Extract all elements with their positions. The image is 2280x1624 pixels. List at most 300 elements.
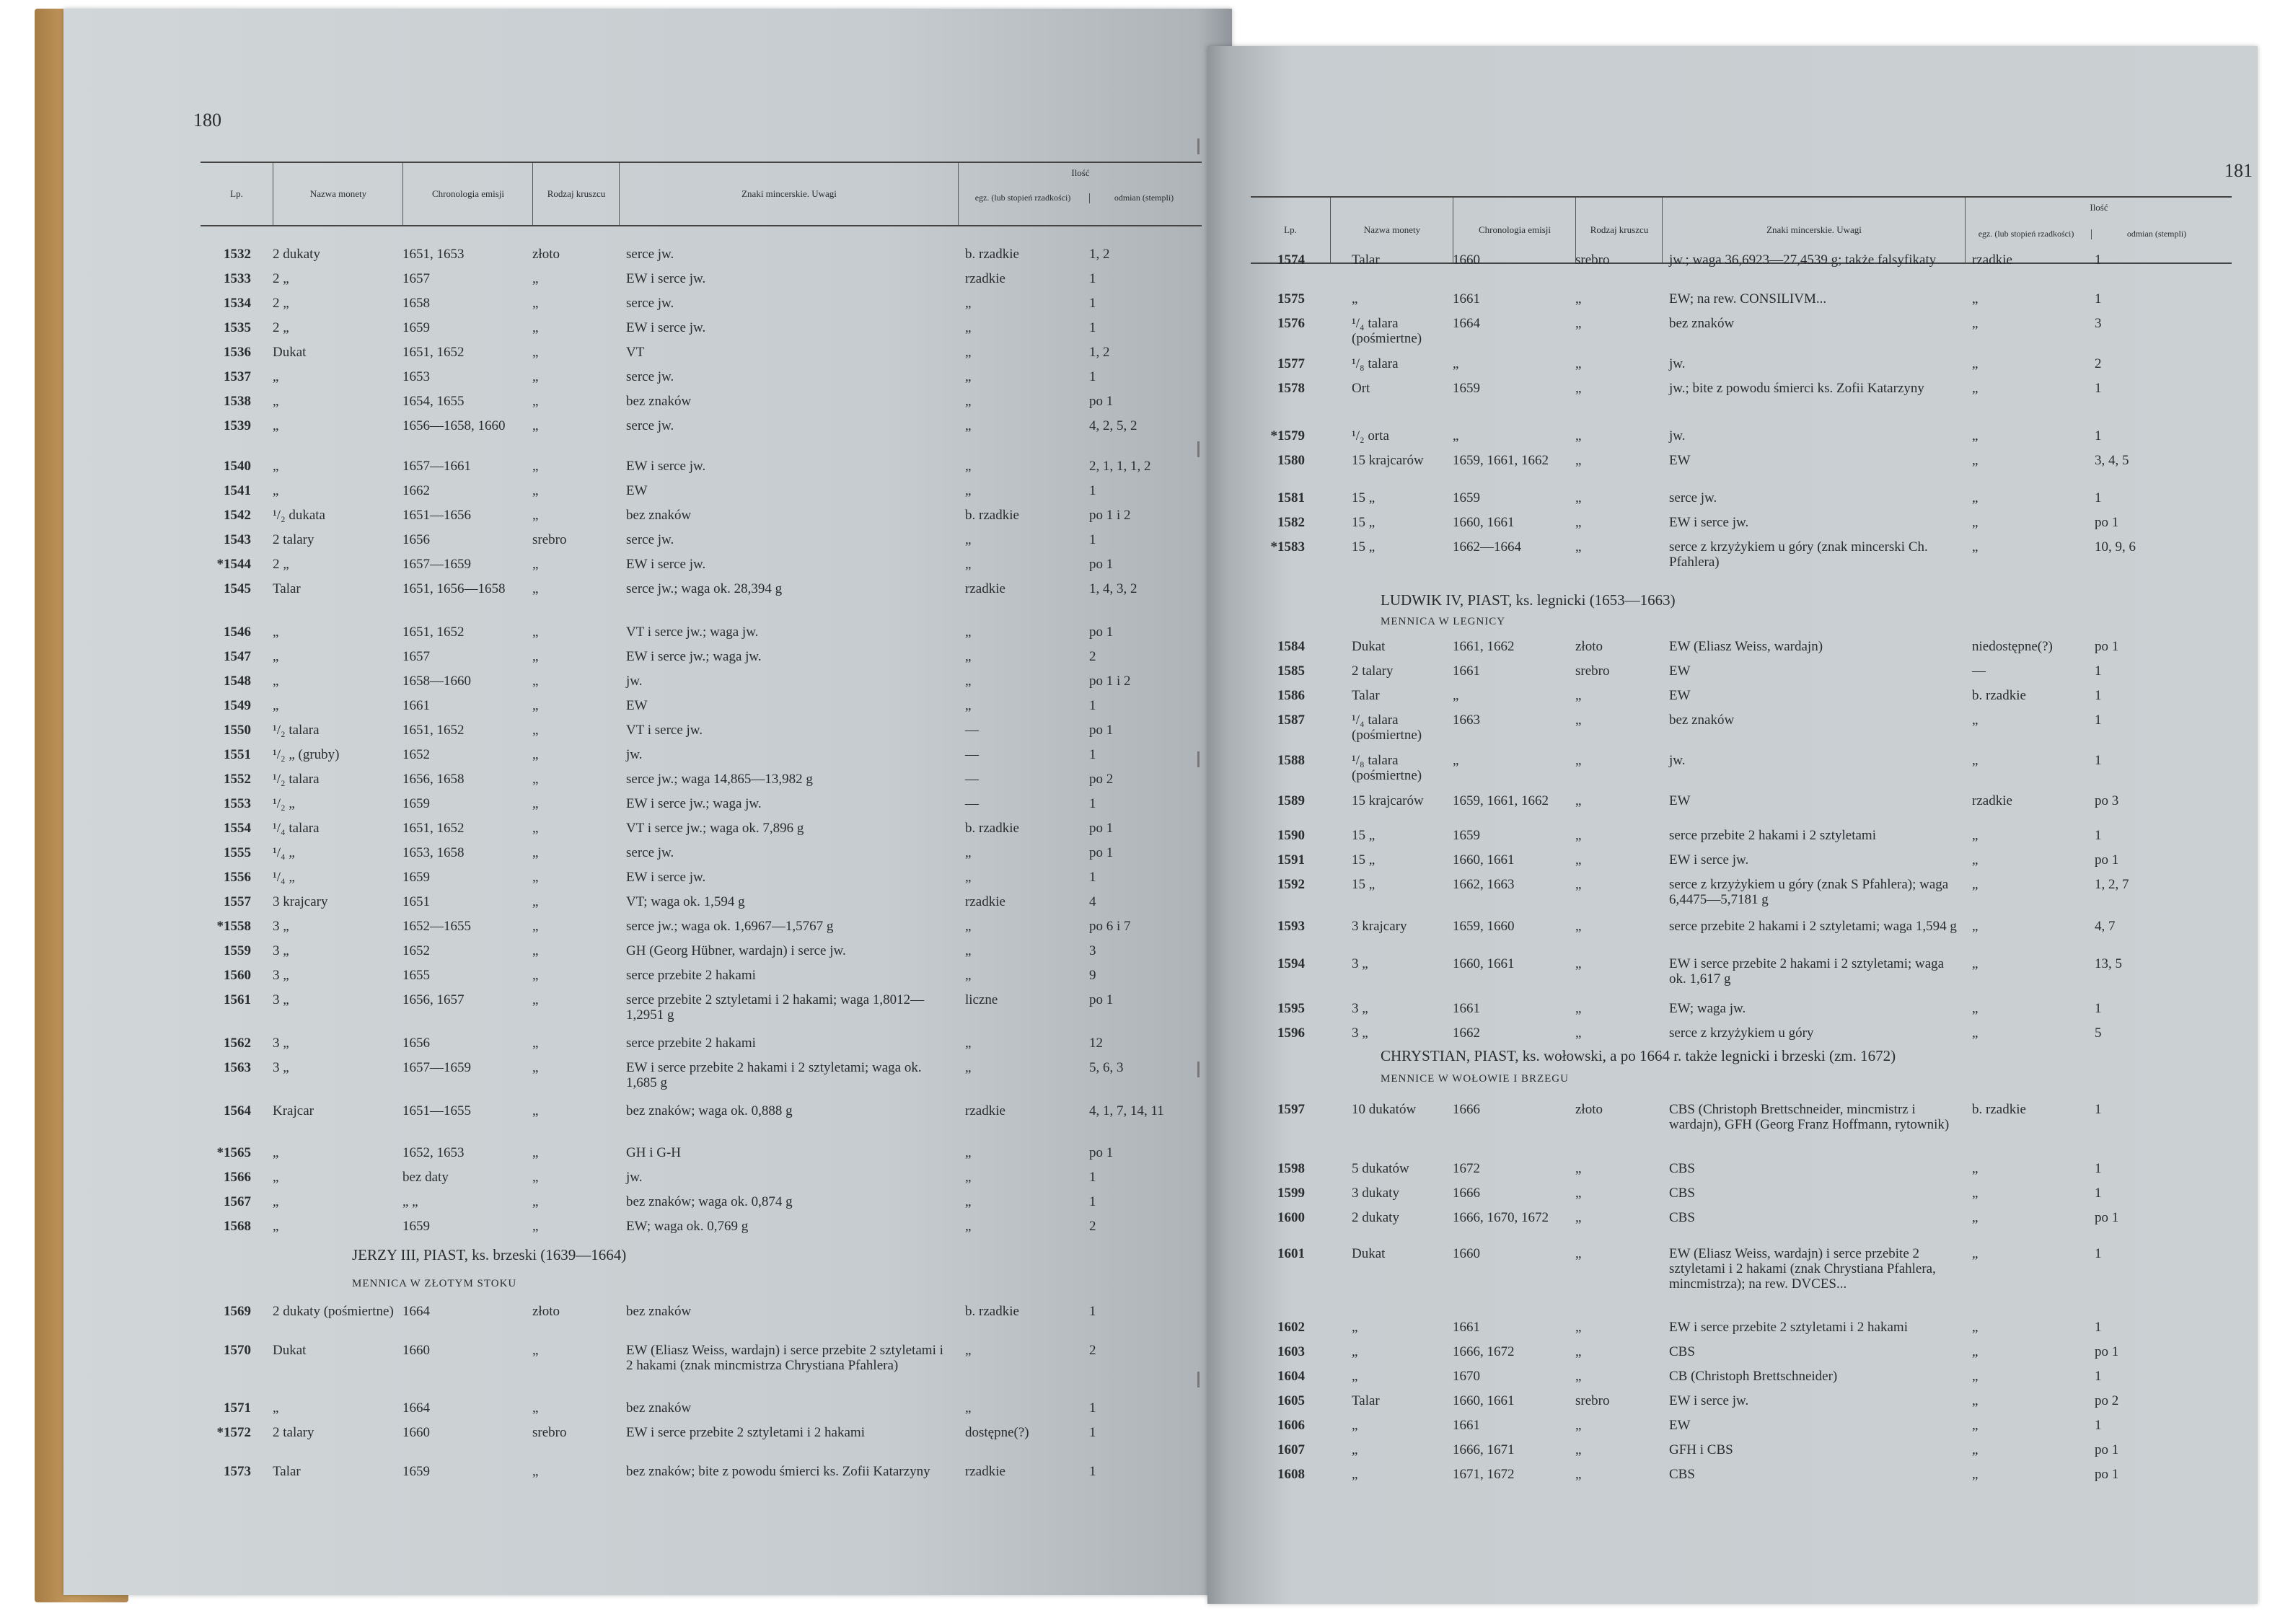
cell-lp: 1547	[224, 649, 251, 664]
cell-znaki: EW	[1669, 688, 1691, 703]
right-table-body	[1251, 46, 2232, 1604]
cell-odm: 9	[1089, 968, 1096, 983]
cell-nazwa: 3 „	[273, 968, 289, 983]
cell-lp: 1598	[1277, 1161, 1305, 1176]
cell-egz: „	[965, 557, 972, 572]
header-egz: egz. (lub stopień rzadkości)	[974, 193, 1071, 203]
cell-znaki: bez znaków; bite z powodu śmierci ks. Zofii Katarzyny	[626, 1464, 930, 1479]
cell-chron: 1664	[402, 1400, 430, 1416]
cell-egz: „	[965, 483, 972, 498]
cell-lp: 1566	[224, 1170, 251, 1185]
cell-nazwa: ¹/₂ talara	[273, 772, 320, 787]
cell-egz: „	[965, 968, 972, 983]
cell-rodzaj: „	[1575, 877, 1582, 892]
cell-chron: 1659	[1453, 381, 1480, 396]
cell-lp: 1556	[224, 870, 251, 885]
cell-rodzaj: złoto	[1575, 1102, 1603, 1117]
cell-chron: 1664	[402, 1304, 430, 1319]
header-odmian: odmian (stempli)	[2091, 229, 2222, 239]
cell-egz: „	[1972, 1320, 1979, 1335]
cell-lp: *1572	[216, 1425, 251, 1440]
cell-znaki: EW i serce przebite 2 hakami i 2 sztyletami; waga ok. 1,617 g	[1669, 956, 1945, 987]
cell-egz: „	[965, 870, 972, 885]
cell-nazwa: Talar	[273, 1464, 301, 1479]
cell-odm: 1	[1089, 870, 1096, 885]
cell-nazwa: „	[273, 625, 279, 640]
header-ilosc: Ilość	[1965, 198, 2232, 262]
cell-chron: 1666, 1672	[1453, 1344, 1515, 1359]
cell-egz: „	[965, 296, 972, 311]
cell-lp: 1532	[224, 247, 251, 262]
section-title: CHRYSTIAN, PIAST, ks. wołowski, a po 1664 r. także legnicki i brzeski (zm. 1672)	[1381, 1047, 1896, 1064]
cell-nazwa: Dukat	[273, 345, 307, 360]
cell-odm: 1	[2095, 252, 2102, 268]
cell-egz: rzadkie	[965, 581, 1005, 596]
cell-rodzaj: „	[532, 508, 539, 523]
cell-odm: 1	[1089, 1400, 1096, 1416]
cell-rodzaj: „	[1575, 753, 1582, 768]
cell-znaki: EW (Eliasz Weiss, wardajn)	[1669, 639, 1823, 654]
cell-znaki: EW i serce jw.	[626, 459, 706, 474]
cell-chron: „	[1453, 356, 1459, 371]
cell-znaki: serce przebite 2 hakami	[626, 968, 756, 983]
cell-nazwa: ¹/₄ talara (pośmiertne)	[1352, 316, 1422, 346]
cell-nazwa: 2 dukaty (pośmiertne)	[273, 1304, 394, 1319]
cell-znaki: serce z krzyżykiem u góry	[1669, 1025, 1814, 1041]
cell-nazwa: 3 krajcary	[1352, 919, 1407, 934]
cell-chron: 1659	[402, 870, 430, 885]
cell-chron: 1651, 1652	[402, 723, 465, 738]
cell-odm: 1	[1089, 1464, 1096, 1479]
cell-chron: 1662, 1663	[1453, 877, 1515, 892]
cell-odm: po 6 i 7	[1089, 919, 1131, 934]
cell-nazwa: Ort	[1352, 381, 1370, 396]
cell-lp: 1539	[224, 418, 251, 433]
cell-rodzaj: „	[1575, 919, 1582, 934]
cell-lp: 1603	[1277, 1344, 1305, 1359]
cell-egz: „	[1972, 453, 1979, 468]
cell-egz: „	[1972, 539, 1979, 555]
cell-odm: po 1	[2095, 852, 2119, 868]
cell-znaki: VT i serce jw.; waga jw.	[626, 625, 759, 640]
section-title: JERZY III, PIAST, ks. brzeski (1639—1664)	[352, 1246, 627, 1263]
cell-egz: „	[1972, 1369, 1979, 1384]
cell-rodzaj: „	[532, 557, 539, 572]
cell-nazwa: „	[273, 674, 279, 689]
cell-lp: 1585	[1277, 663, 1305, 679]
cell-lp: 1545	[224, 581, 251, 596]
cell-nazwa: „	[273, 483, 279, 498]
cell-odm: 3	[1089, 943, 1096, 958]
cell-rodzaj: „	[532, 649, 539, 664]
cell-rodzaj: „	[532, 1036, 539, 1051]
cell-znaki: VT; waga ok. 1,594 g	[626, 894, 745, 909]
cell-odm: po 3	[2095, 793, 2119, 808]
cell-nazwa: ¹/₂ talara	[273, 723, 320, 738]
cell-lp: *1565	[216, 1145, 251, 1160]
cell-odm: 1	[1089, 1425, 1096, 1440]
cell-znaki: jw.	[626, 1170, 643, 1185]
cell-odm: 4, 2, 5, 2	[1089, 418, 1137, 433]
cell-chron: 1652	[402, 747, 430, 762]
cell-odm: 1	[1089, 532, 1096, 547]
cell-rodzaj: „	[532, 1060, 539, 1075]
cell-chron: 1657	[402, 649, 430, 664]
cell-chron: 1660	[402, 1343, 430, 1358]
cell-chron: „	[1453, 753, 1459, 768]
cell-rodzaj: „	[1575, 356, 1582, 371]
cell-odm: 1	[2095, 381, 2102, 396]
cell-lp: 1589	[1277, 793, 1305, 808]
cell-lp: 1535	[224, 320, 251, 335]
cell-egz: „	[1972, 1467, 1979, 1482]
cell-chron: 1659	[402, 1464, 430, 1479]
cell-znaki: VT i serce jw.	[626, 723, 703, 738]
cell-rodzaj: złoto	[532, 1304, 560, 1319]
cell-lp: 1588	[1277, 753, 1305, 768]
cell-nazwa: 3 „	[273, 1036, 289, 1051]
cell-rodzaj: „	[532, 1464, 539, 1479]
cell-egz: niedostępne(?)	[1972, 639, 2053, 654]
cell-lp: 1562	[224, 1036, 251, 1051]
cell-rodzaj: „	[1575, 316, 1582, 331]
cell-rodzaj: „	[1575, 539, 1582, 555]
cell-lp: 1541	[224, 483, 251, 498]
cell-nazwa: Dukat	[1352, 1246, 1386, 1261]
cell-nazwa: 15 „	[1352, 828, 1376, 843]
cell-chron: 1651, 1652	[402, 345, 465, 360]
cell-rodzaj: „	[1575, 1418, 1582, 1433]
cell-egz: „	[1972, 1344, 1979, 1359]
cell-chron: 1666, 1671	[1453, 1442, 1515, 1457]
cell-rodzaj: „	[532, 1400, 539, 1416]
cell-odm: po 1	[2095, 515, 2119, 530]
cell-odm: 1	[2095, 828, 2102, 843]
cell-egz: rzadkie	[965, 894, 1005, 909]
cell-odm: 3	[2095, 316, 2102, 331]
cell-egz: „	[1972, 1442, 1979, 1457]
cell-chron: 1659	[1453, 490, 1480, 506]
cell-lp: 1537	[224, 369, 251, 384]
cell-egz: „	[965, 649, 972, 664]
cell-odm: 1	[1089, 1170, 1096, 1185]
cell-rodzaj: „	[1575, 1442, 1582, 1457]
cell-znaki: EW i serce jw.	[626, 320, 706, 335]
cell-egz: dostępne(?)	[965, 1425, 1029, 1440]
cell-nazwa: Dukat	[273, 1343, 307, 1358]
cell-rodzaj: „	[1575, 1210, 1582, 1225]
cell-rodzaj: „	[532, 1170, 539, 1185]
cell-chron: 1659	[1453, 828, 1480, 843]
cell-rodzaj: „	[1575, 688, 1582, 703]
cell-znaki: VT i serce jw.; waga ok. 7,896 g	[626, 821, 804, 836]
cell-rodzaj: „	[532, 296, 539, 311]
section-mint: MENNICE W WOŁOWIE I BRZEGU	[1381, 1073, 1569, 1085]
cell-znaki: jw.	[626, 674, 643, 689]
cell-lp: 1570	[224, 1343, 251, 1358]
cell-egz: „	[1972, 1161, 1979, 1176]
cell-nazwa: Talar	[1352, 252, 1380, 268]
cell-lp: 1592	[1277, 877, 1305, 892]
cell-egz: „	[965, 1145, 972, 1160]
cell-znaki: serce jw.; waga ok. 1,6967—1,5767 g	[626, 919, 834, 934]
cell-lp: 1590	[1277, 828, 1305, 843]
cell-odm: 2	[1089, 1219, 1096, 1234]
cell-egz: „	[1972, 919, 1979, 934]
cell-nazwa: ¹/₄ „	[273, 870, 295, 885]
cell-odm: po 1	[1089, 845, 1114, 860]
cell-nazwa: „	[1352, 1442, 1358, 1457]
cell-odm: 1	[1089, 271, 1096, 286]
cell-egz: b. rzadkie	[965, 247, 1019, 262]
cell-nazwa: 2 talary	[273, 532, 314, 547]
cell-nazwa: Talar	[1352, 1393, 1380, 1408]
cell-egz: „	[965, 320, 972, 335]
cell-lp: *1544	[216, 557, 251, 572]
cell-chron: 1666	[1453, 1102, 1480, 1117]
header-lp: Lp.	[1284, 224, 1297, 236]
cell-nazwa: „	[273, 1194, 279, 1209]
cell-rodzaj: „	[1575, 381, 1582, 396]
cell-odm: 1	[1089, 483, 1096, 498]
cell-egz: „	[1972, 753, 1979, 768]
cell-znaki: serce jw.	[626, 296, 674, 311]
cell-znaki: GH i G-H	[626, 1145, 681, 1160]
cell-odm: po 1	[2095, 1344, 2119, 1359]
cell-odm: 3, 4, 5	[2095, 453, 2129, 468]
cell-nazwa: 3 „	[273, 1060, 289, 1075]
cell-rodzaj: „	[532, 919, 539, 934]
cell-rodzaj: „	[1575, 1344, 1582, 1359]
cell-lp: 1581	[1277, 490, 1305, 506]
cell-nazwa: ¹/₄ talara (pośmiertne)	[1352, 712, 1422, 743]
cell-chron: 1652	[402, 943, 430, 958]
cell-egz: „	[1972, 1025, 1979, 1041]
cell-nazwa: ¹/₈ talara	[1352, 356, 1399, 371]
cell-nazwa: 2 talary	[273, 1425, 314, 1440]
cell-znaki: CBS	[1669, 1161, 1695, 1176]
cell-znaki: serce z krzyżykiem u góry (znak mincerski Ch. Pfahlera)	[1669, 539, 1928, 570]
cell-odm: 1	[1089, 747, 1096, 762]
cell-rodzaj: „	[1575, 515, 1582, 530]
cell-lp: 1574	[1277, 252, 1305, 268]
cell-egz: —	[1972, 663, 1986, 679]
cell-odm: po 2	[2095, 1393, 2119, 1408]
cell-chron: 1666	[1453, 1186, 1480, 1201]
cell-nazwa: „	[1352, 1344, 1358, 1359]
cell-rodzaj: „	[532, 271, 539, 286]
cell-odm: 1	[2095, 1246, 2102, 1261]
cell-lp: 1553	[224, 796, 251, 811]
cell-lp: 1533	[224, 271, 251, 286]
cell-chron: 1659, 1661, 1662	[1453, 793, 1549, 808]
cell-znaki: EW (Eliasz Weiss, wardajn) i serce przebite 2 sztyletami i 2 hakami (znak Chrystiana Pfahlera, mincmistrza); na rew. DVCES...	[1669, 1246, 1936, 1292]
cell-odm: po 1	[1089, 557, 1114, 572]
header-chronologia: Chronologia emisji	[1453, 198, 1576, 262]
cell-egz: „	[1972, 356, 1979, 371]
cell-nazwa: 2 dukaty	[1352, 1210, 1399, 1225]
cell-rodzaj: „	[1575, 1369, 1582, 1384]
cell-chron: 1652—1655	[402, 919, 471, 934]
cell-lp: *1583	[1270, 539, 1305, 555]
cell-rodzaj: „	[532, 723, 539, 738]
cell-chron: 1656, 1658	[402, 772, 465, 787]
cell-odm: 1	[2095, 1161, 2102, 1176]
cell-rodzaj: „	[532, 394, 539, 409]
cell-chron: 1659	[402, 796, 430, 811]
cell-egz: „	[965, 1170, 972, 1185]
cell-znaki: CBS	[1669, 1467, 1695, 1482]
cell-nazwa: 3 krajcary	[273, 894, 328, 909]
cell-lp: 1575	[1277, 291, 1305, 306]
cell-chron: 1651	[402, 894, 430, 909]
cell-nazwa: 3 „	[1352, 1001, 1368, 1016]
cell-znaki: serce jw.	[626, 418, 674, 433]
cell-nazwa: „	[273, 369, 279, 384]
cell-chron: 1660	[402, 1425, 430, 1440]
cell-odm: 1	[2095, 1102, 2102, 1117]
cell-chron: 1661	[402, 698, 430, 713]
cell-nazwa: 3 dukaty	[1352, 1186, 1399, 1201]
cell-lp: 1555	[224, 845, 251, 860]
cell-egz: „	[1972, 877, 1979, 892]
left-table-body	[201, 9, 1202, 1595]
cell-chron: bez daty	[402, 1170, 449, 1185]
cell-znaki: EW i serce jw.; waga jw.	[626, 796, 762, 811]
binding-stitch	[1197, 1372, 1200, 1387]
left-page	[63, 9, 1232, 1595]
cell-znaki: bez znaków	[626, 1400, 692, 1416]
binding-stitch	[1197, 138, 1200, 154]
cell-nazwa: Talar	[1352, 688, 1380, 703]
cell-znaki: EW	[1669, 1418, 1691, 1433]
cell-egz: „	[965, 1194, 972, 1209]
cell-nazwa: 15 „	[1352, 515, 1376, 530]
cell-egz: rzadkie	[1972, 793, 2012, 808]
cell-chron: 1658—1660	[402, 674, 471, 689]
cell-lp: 1560	[224, 968, 251, 983]
cell-nazwa: 15 „	[1352, 852, 1376, 868]
cell-egz: „	[965, 394, 972, 409]
cell-znaki: serce jw.; waga ok. 28,394 g	[626, 581, 783, 596]
cell-znaki: GH (Georg Hübner, wardajn) i serce jw.	[626, 943, 846, 958]
cell-egz: „	[1972, 828, 1979, 843]
cell-egz: „	[965, 943, 972, 958]
cell-chron: 1660, 1661	[1453, 515, 1515, 530]
cell-egz: rzadkie	[1972, 252, 2012, 268]
cell-chron: 1657—1659	[402, 557, 471, 572]
cell-nazwa: ¹/₂ orta	[1352, 428, 1389, 443]
cell-rodzaj: „	[1575, 291, 1582, 306]
cell-lp: 1597	[1277, 1102, 1305, 1117]
cell-znaki: EW i serce jw.	[1669, 515, 1749, 530]
cell-egz: b. rzadkie	[1972, 688, 2026, 703]
cell-chron: 1659	[402, 320, 430, 335]
cell-lp: 1550	[224, 723, 251, 738]
cell-rodzaj: srebro	[1575, 252, 1610, 268]
header-odmian: odmian (stempli)	[1089, 193, 1198, 203]
cell-lp: 1538	[224, 394, 251, 409]
cell-odm: 4, 1, 7, 14, 11	[1089, 1103, 1164, 1118]
cell-znaki: EW; waga ok. 0,769 g	[626, 1219, 749, 1234]
cell-rodzaj: srebro	[1575, 663, 1610, 679]
cell-nazwa: „	[273, 1145, 279, 1160]
cell-nazwa: „	[273, 1400, 279, 1416]
cell-odm: po 1	[1089, 723, 1114, 738]
cell-chron: 1656, 1657	[402, 992, 465, 1007]
cell-lp: 1599	[1277, 1186, 1305, 1201]
cell-egz: „	[1972, 712, 1979, 728]
cell-nazwa: 2 „	[273, 296, 289, 311]
cell-rodzaj: „	[532, 698, 539, 713]
cell-rodzaj: „	[532, 772, 539, 787]
cell-egz: „	[965, 1060, 972, 1075]
cell-nazwa: 2 „	[273, 320, 289, 335]
cell-odm: 1	[1089, 369, 1096, 384]
cell-nazwa: 2 dukaty	[273, 247, 320, 262]
cell-rodzaj: „	[532, 345, 539, 360]
cell-lp: 1584	[1277, 639, 1305, 654]
cell-znaki: EW (Eliasz Weiss, wardajn) i serce przebite 2 sztyletami i 2 hakami (znak mincmistrza Chrystiana Pfahlera)	[626, 1343, 943, 1373]
cell-chron: 1662	[1453, 1025, 1480, 1041]
cell-rodzaj: „	[532, 870, 539, 885]
cell-znaki: EW; waga jw.	[1669, 1001, 1746, 1016]
cell-chron: 1652, 1653	[402, 1145, 465, 1160]
cell-egz: „	[965, 459, 972, 474]
cell-chron: 1651—1656	[402, 508, 471, 523]
cell-lp: 1573	[224, 1464, 251, 1479]
cell-znaki: bez znaków	[1669, 316, 1735, 331]
cell-odm: 1, 2	[1089, 247, 1110, 262]
page-number: 181	[2224, 160, 2253, 181]
cell-lp: 1605	[1277, 1393, 1305, 1408]
cell-rodzaj: „	[532, 1194, 539, 1209]
cell-znaki: GFH i CBS	[1669, 1442, 1733, 1457]
cell-znaki: EW	[1669, 663, 1691, 679]
cell-znaki: EW i serce jw.	[626, 271, 706, 286]
cell-egz: „	[1972, 1210, 1979, 1225]
cell-egz: rzadkie	[965, 1103, 1005, 1118]
cell-lp: 1608	[1277, 1467, 1305, 1482]
cell-chron: „ „	[402, 1194, 418, 1209]
cell-egz: „	[965, 1036, 972, 1051]
cell-znaki: serce jw.	[626, 532, 674, 547]
cell-odm: 5, 6, 3	[1089, 1060, 1124, 1075]
cell-egz: „	[965, 1400, 972, 1416]
cell-lp: 1551	[224, 747, 251, 762]
cell-nazwa: 3 „	[1352, 956, 1368, 971]
cell-nazwa: 3 „	[273, 943, 289, 958]
cell-egz: „	[1972, 852, 1979, 868]
cell-znaki: EW	[626, 483, 648, 498]
cell-lp: 1602	[1277, 1320, 1305, 1335]
cell-egz: „	[965, 345, 972, 360]
cell-egz: —	[965, 723, 979, 738]
cell-odm: 4, 7	[2095, 919, 2116, 934]
cell-znaki: EW	[1669, 793, 1691, 808]
cell-rodzaj: „	[532, 483, 539, 498]
cell-lp: 1593	[1277, 919, 1305, 934]
cell-odm: 1, 4, 3, 2	[1089, 581, 1137, 596]
cell-znaki: jw.; bite z powodu śmierci ks. Zofii Katarzyny	[1669, 381, 1924, 396]
cell-znaki: jw.	[1669, 356, 1686, 371]
header-nazwa: Nazwa monety	[273, 163, 403, 225]
header-nazwa: Nazwa monety	[1330, 198, 1453, 262]
cell-rodzaj: „	[1575, 428, 1582, 443]
cell-chron: 1660, 1661	[1453, 852, 1515, 868]
header-ilosc: Ilość	[958, 163, 1202, 225]
cell-odm: 2	[1089, 649, 1096, 664]
